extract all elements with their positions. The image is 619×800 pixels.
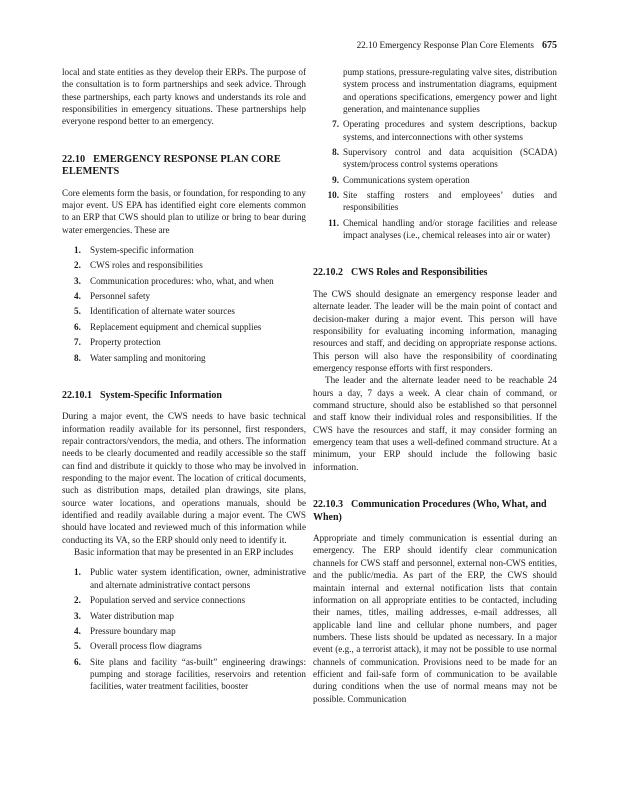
list-item-continuation <box>313 66 557 115</box>
list-item <box>62 594 306 606</box>
list-item <box>62 625 306 637</box>
list-item <box>62 290 306 302</box>
list-item-number: 3. <box>74 275 81 286</box>
left-column <box>62 66 306 696</box>
list-item-number: 4. <box>74 291 81 302</box>
subsection-heading-22-10-2 <box>313 267 557 280</box>
list-item-text: Pressure boundary map <box>90 625 176 636</box>
subsection-title: CWS Roles and Responsibilities <box>351 267 488 279</box>
list-item-number: 6. <box>74 656 81 667</box>
list-item-number: 7. <box>332 119 339 130</box>
list-item <box>62 566 306 591</box>
list-item <box>313 189 557 214</box>
list-item-number: 11. <box>328 217 339 228</box>
list-item <box>62 352 306 364</box>
list-item-number: 8. <box>74 352 81 363</box>
roles-paragraph-1: The CWS should designate an emergency response leader and alternate leader. The leader will be the main point of contact and decision-maker during a major event. This person will have responsibility for evaluating incoming information, managing resources and staff, and deciding on appropriate response actions. This person will also have the responsibility of coordinating emergency response efforts with first responders. <box>313 288 557 374</box>
list-item-number: 5. <box>74 641 81 652</box>
list-item <box>62 259 306 271</box>
core-elements-list <box>62 244 306 364</box>
section-number: 22.10 <box>62 153 86 165</box>
list-item-number: 9. <box>332 174 339 185</box>
subsection-number: 22.10.1 <box>62 389 92 401</box>
list-item <box>313 146 557 171</box>
list-item-text: Water sampling and monitoring <box>90 352 206 363</box>
list-item-text: Supervisory control and data acquisition (SCADA) system/process control systems operations <box>343 147 557 170</box>
subsection-title: System-Specific Information <box>100 389 222 401</box>
list-item <box>313 174 557 186</box>
roles-paragraph-2: The leader and the alternate leader need to be reachable 24 hours a day, 7 days a week. A clear chain of command, or command structure, should also be established so that personnel and staff know their individual roles and responsibilities. If the CWS have the resources and staff, it may consider forming an emergency team that uses a well-defined command structure. At a minimum, your ERP should include the following basic information. <box>313 375 557 472</box>
list-item <box>62 336 306 348</box>
subsection-number: 22.10.3 <box>313 499 343 511</box>
right-column <box>313 66 557 705</box>
list-item-text: Replacement equipment and chemical supplies <box>90 321 262 332</box>
list-item-text: Property protection <box>90 337 161 348</box>
list-item <box>62 244 306 256</box>
list-item-text: Communication procedures: who, what, and when <box>90 275 274 286</box>
system-info-paragraph-1: During a major event, the CWS needs to have basic technical information readily available for its personnel, first responders, repair contractors/vendors, the media, and others. The information needs to be clearly documented and readily accessible so the staff can find and distribute it quickly to those who may be involved in responding to the major event. The location of critical documents, such as distribution maps, detailed plan drawings, site plans, source water locations, and operations manuals, should be identified and readily available during a major event. The CWS should have located and reviewed much of this information while conducting its VA, so the ERP should only need to identify it. <box>62 411 306 545</box>
list-item <box>62 305 306 317</box>
basic-info-list-2 <box>313 118 557 241</box>
list-item-text: CWS roles and responsibilities <box>90 260 203 271</box>
list-item-text: Identification of alternate water sources <box>90 306 235 317</box>
running-head-section: 22.10 Emergency Response Plan Core Elements <box>356 40 534 50</box>
list-item-number: 10. <box>327 190 339 201</box>
list-item-text: Population served and service connections <box>90 595 246 606</box>
basic-info-list <box>62 566 306 692</box>
list-item-number: 2. <box>74 595 81 606</box>
subsection-number: 22.10.2 <box>313 267 343 279</box>
list-item <box>62 656 306 693</box>
list-item-number: 1. <box>74 245 81 256</box>
list-item-number: 4. <box>74 625 81 636</box>
subsection-title: Communication Procedures (Who, What, and When) <box>313 499 547 523</box>
list-item <box>62 321 306 333</box>
list-item <box>313 118 557 143</box>
list-item-number: 3. <box>74 610 81 621</box>
list-item <box>313 217 557 242</box>
section-heading-22-10 <box>62 154 306 179</box>
list-item-text: Overall process flow diagrams <box>90 641 202 652</box>
list-item-text: Communications system operation <box>343 174 470 185</box>
list-item-number: 8. <box>332 147 339 158</box>
list-item-text: Public water system identification, owner, administrative and alternate administrative contact persons <box>90 567 306 590</box>
list-item <box>62 610 306 622</box>
list-item-number: 2. <box>74 260 81 271</box>
section-paragraph: Core elements form the basis, or foundation, for responding to any major event. US EPA has identified eight core elements common to an ERP that CWS should plan to utilize or bring to bear during water emergencies. These are <box>62 187 306 235</box>
list-item-text: Water distribution map <box>90 610 174 621</box>
communication-paragraph: Appropriate and timely communication is essential during an emergency. The ERP should identify clear communication channels for CWS staff and personnel, external non-CWS entities, and the public/media. As part of the ERP, the CWS should maintain internal and external notification lists that contain information on all appropriate entities to be contacted, including their names, titles, mailing addresses, e-mail addresses, all applicable land line and cellular phone numbers, and pager numbers. These lists should be updated as necessary. In a major event (e.g., a terrorist attack), it may not be possible to use normal channels of communication. Provisions need to be made for an efficient and fail-safe form of communication to be available during conditions when the use of normal means may not be possible. Communication <box>313 533 557 704</box>
list-item-text: Personnel safety <box>90 291 151 302</box>
list-item <box>62 640 306 652</box>
subsection-heading-22-10-1 <box>62 390 306 403</box>
list-item-number: 6. <box>74 321 81 332</box>
system-info-paragraph-2: Basic information that may be presented in an ERP includes <box>74 547 294 558</box>
page-number: 675 <box>542 40 557 51</box>
list-item-number: 7. <box>74 337 81 348</box>
section-title: EMERGENCY RESPONSE PLAN CORE ELEMENTS <box>62 153 281 178</box>
list-item-number: 1. <box>74 567 81 578</box>
intro-paragraph: local and state entities as they develop their ERPs. The purpose of the consultation is to form partnerships and seek advice. Through these partnerships, each party knows and understands its role and responsibilities in emergency situations. These partnerships help everyone respond better to an emergency. <box>62 67 306 127</box>
list-item <box>62 275 306 287</box>
basic-info-list-continued <box>313 66 557 115</box>
list-item-text: Operating procedures and system descriptions, backup systems, and interconnections with other systems <box>343 119 557 142</box>
subsection-heading-22-10-3 <box>313 499 557 524</box>
list-item-text: Site plans and facility “as-built” engineering drawings: pumping and storage facilities, reservoirs and retention facilities, water treatment facilities, booster <box>90 656 306 692</box>
list-item-text: System-specific information <box>90 245 194 256</box>
list-item-text: Chemical handling and/or storage facilities and release impact analyses (i.e., chemical releases into air or water) <box>343 217 557 241</box>
list-item-text: Site staffing rosters and employees’ duties and responsibilities <box>343 190 557 213</box>
list-item-text: pump stations, pressure-regulating valve sites, distribution system process and instrumentation diagrams, equipment and operations specifications, emergency power and light generation, and maintenance supplies <box>343 67 557 115</box>
list-item-number: 5. <box>74 306 81 317</box>
running-head <box>357 40 557 51</box>
